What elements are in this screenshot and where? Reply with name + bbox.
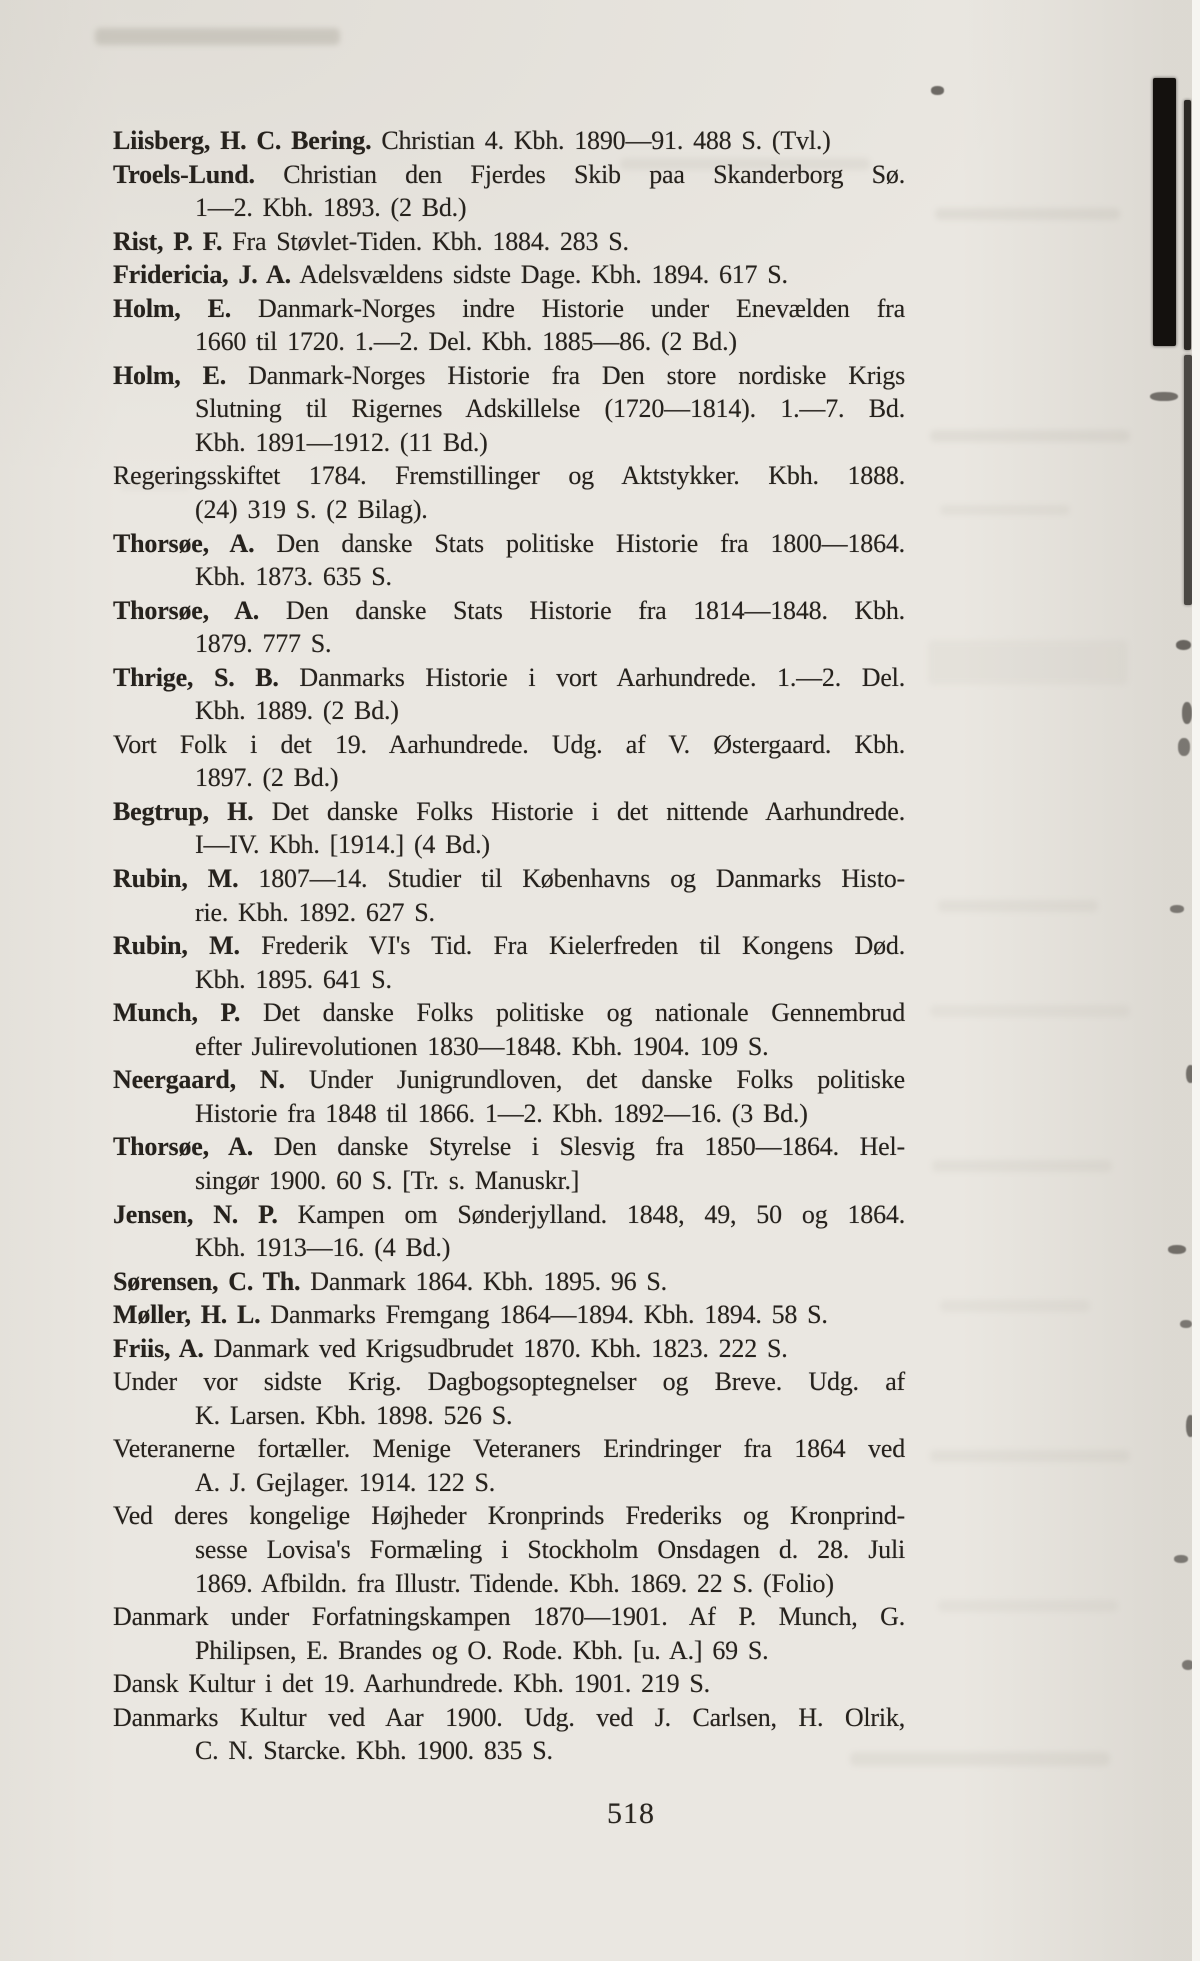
bibliography-entry <box>113 929 905 996</box>
bibliography-entry <box>113 728 905 795</box>
entry-line: Kbh. 1891—1912. (11 Bd.) <box>195 427 488 457</box>
bibliography-entry <box>113 258 905 292</box>
page-number: 518 <box>607 1797 655 1830</box>
ghost-smudge <box>930 430 1130 442</box>
ghost-smudge <box>928 640 1128 685</box>
ink-speck <box>1170 905 1184 913</box>
entry-first-line: Rubin, M. 1807—14. Studier til Københavns og Danmarks Histo- <box>113 864 906 894</box>
entry-author: Friis, A. <box>113 1333 204 1363</box>
entry-line: K. Larsen. Kbh. 1898. 526 S. <box>195 1400 513 1430</box>
binding-shadow <box>1184 100 1191 350</box>
bibliography-entry <box>113 996 905 1063</box>
entry-line: I—IV. Kbh. [1914.] (4 Bd.) <box>195 830 490 860</box>
entry-first-line: Danmark under Forfatningskampen 1870—1901. Af P. Munch, G. <box>113 1602 905 1632</box>
entry-author: Rist, P. F. <box>113 226 223 256</box>
bibliography-entry <box>113 527 905 594</box>
ink-speck <box>1176 640 1191 650</box>
entry-first-line: Liisberg, H. C. Bering. Christian 4. Kbh. 1890—91. 488 S. (Tvl.) <box>113 126 831 155</box>
entry-first-line: Rist, P. F. Fra Støvlet-Tiden. Kbh. 1884. 283 S. <box>113 226 629 256</box>
bibliography-entry <box>113 1600 905 1667</box>
bibliography-entry <box>113 1332 905 1366</box>
entry-author: Munch, P. <box>113 998 241 1028</box>
entry-author: Rubin, M. <box>113 931 240 961</box>
bibliography-entry <box>113 862 905 929</box>
ink-speck <box>1186 1065 1195 1083</box>
entry-line: 1879. 777 S. <box>195 629 332 659</box>
entry-first-line: Begtrup, H. Det danske Folks Historie i det nittende Aarhundrede. <box>113 796 905 826</box>
ink-speck <box>1174 1555 1188 1563</box>
entry-line: 1660 til 1720. 1.—2. Del. Kbh. 1885—86. (2 Bd.) <box>195 327 737 357</box>
ink-speck <box>1150 392 1178 401</box>
entry-line: rie. Kbh. 1892. 627 S. <box>195 897 435 927</box>
ghost-smudge <box>935 208 1120 220</box>
bibliography-entry <box>113 459 905 526</box>
entry-line: (24) 319 S. (2 Bilag). <box>195 495 428 525</box>
bibliography-entry <box>113 661 905 728</box>
entry-author: Fridericia, J. A. <box>113 260 291 290</box>
ink-speck <box>1178 738 1190 756</box>
scan-edge <box>1192 0 1200 1961</box>
entry-author: Thorsøe, A. <box>113 595 260 625</box>
ghost-smudge <box>95 28 340 45</box>
entry-author: Jensen, N. P. <box>113 1199 278 1229</box>
ghost-smudge <box>940 1300 1090 1312</box>
bibliography-entry <box>113 1365 905 1432</box>
entry-line: 1869. Afbildn. fra Illustr. Tidende. Kbh. 1869. 22 S. (Folio) <box>195 1568 834 1598</box>
entry-author: Liisberg, H. C. Bering. <box>113 126 372 155</box>
bibliography-entry <box>113 795 905 862</box>
bibliography-entry <box>113 1130 905 1197</box>
ink-speck <box>931 86 944 95</box>
ink-speck <box>1180 1320 1192 1328</box>
ink-speck <box>1168 1245 1186 1254</box>
entry-first-line: Jensen, N. P. Kampen om Sønderjylland. 1848, 49, 50 og 1864. <box>113 1199 905 1229</box>
entry-first-line: Neergaard, N. Under Junigrundloven, det danske Folks politiske <box>113 1065 905 1095</box>
ink-speck <box>1182 702 1192 724</box>
entry-author: Holm, E. <box>113 293 232 323</box>
binding-shadow <box>1184 355 1192 605</box>
entry-author: Troels-Lund. <box>113 159 255 189</box>
entry-first-line: Regeringsskiftet 1784. Fremstillinger og Aktstykker. Kbh. 1888. <box>113 461 905 491</box>
bibliography-entry <box>113 292 905 359</box>
entry-first-line: Danmarks Kultur ved Aar 1900. Udg. ved J. Carlsen, H. Olrik, <box>113 1702 905 1732</box>
entry-line: Philipsen, E. Brandes og O. Rode. Kbh. [u. A.] 69 S. <box>195 1635 769 1665</box>
entry-line: A. J. Gejlager. 1914. 122 S. <box>195 1467 496 1497</box>
bibliography-entry <box>113 1432 905 1499</box>
ghost-smudge <box>938 900 1098 912</box>
entry-first-line: Thorsøe, A. Den danske Styrelse i Slesvig fra 1850—1864. Hel- <box>113 1132 905 1162</box>
bibliography-entry <box>113 158 905 225</box>
entry-line: Historie fra 1848 til 1866. 1—2. Kbh. 1892—16. (3 Bd.) <box>195 1098 808 1128</box>
entry-line: 1—2. Kbh. 1893. (2 Bd.) <box>195 193 467 223</box>
ghost-smudge <box>930 1005 1130 1017</box>
entry-first-line: Thrige, S. B. Danmarks Historie i vort Aarhundrede. 1.—2. Del. <box>113 662 905 692</box>
entry-line: singør 1900. 60 S. [Tr. s. Manuskr.] <box>195 1165 580 1195</box>
ghost-smudge <box>930 1450 1130 1462</box>
entry-first-line: Thorsøe, A. Den danske Stats Historie fra 1814—1848. Kbh. <box>113 595 905 625</box>
bibliography-entry <box>113 1265 905 1299</box>
bibliography-entry <box>113 225 905 259</box>
entry-first-line: Thorsøe, A. Den danske Stats politiske Historie fra 1800—1864. <box>113 528 905 558</box>
entry-author: Sørensen, C. Th. <box>113 1266 301 1296</box>
entry-first-line: Rubin, M. Frederik VI's Tid. Fra Kielerfreden til Kongens Død. <box>113 931 905 961</box>
entry-author: Thorsøe, A. <box>113 528 255 558</box>
entry-author: Møller, H. L. <box>113 1300 261 1330</box>
entry-first-line: Ved deres kongelige Højheder Kronprinds Frederiks og Kronprind- <box>113 1501 905 1531</box>
entry-line: C. N. Starcke. Kbh. 1900. 835 S. <box>195 1736 553 1766</box>
entry-line: Slutning til Rigernes Adskillelse (1720—1814). 1.—7. Bd. <box>195 394 905 424</box>
entry-first-line: Holm, E. Danmark-Norges indre Historie under Enevælden fra <box>113 293 905 323</box>
ghost-smudge <box>940 505 1070 515</box>
entry-author: Thrige, S. B. <box>113 662 279 692</box>
entry-first-line: Sørensen, C. Th. Danmark 1864. Kbh. 1895. 96 S. <box>113 1266 667 1296</box>
entry-line: Kbh. 1913—16. (4 Bd.) <box>195 1233 451 1263</box>
entry-line: efter Julirevolutionen 1830—1848. Kbh. 1904. 109 S. <box>195 1031 769 1061</box>
ink-speck <box>1182 1660 1194 1670</box>
ink-speck <box>1186 1415 1195 1437</box>
bibliography-entry <box>113 1701 905 1768</box>
entry-line: sesse Lovisa's Formæling i Stockholm Onsdagen d. 28. Juli <box>195 1534 905 1564</box>
entry-author: Rubin, M. <box>113 864 239 894</box>
bibliography-entry <box>113 1063 905 1130</box>
entry-first-line: Vort Folk i det 19. Aarhundrede. Udg. af V. Østergaard. Kbh. <box>113 729 905 759</box>
entry-first-line: Fridericia, J. A. Adelsvældens sidste Dage. Kbh. 1894. 617 S. <box>113 260 788 290</box>
binding-shadow <box>1153 78 1176 346</box>
entry-first-line: Veteranerne fortæller. Menige Veteraners Erindringer fra 1864 ved <box>113 1434 905 1464</box>
entry-first-line: Holm, E. Danmark-Norges Historie fra Den store nordiske Krigs <box>113 360 905 390</box>
bibliography-entry <box>113 1499 905 1600</box>
entry-author: Begtrup, H. <box>113 796 254 826</box>
entry-first-line: Dansk Kultur i det 19. Aarhundrede. Kbh. 1901. 219 S. <box>113 1669 710 1699</box>
entry-line: 1897. (2 Bd.) <box>195 763 339 793</box>
bibliography-entry <box>113 124 905 158</box>
bibliography-entry <box>113 594 905 661</box>
bibliography-entry <box>113 1298 905 1332</box>
bibliography-list <box>113 124 905 1768</box>
entry-first-line: Friis, A. Danmark ved Krigsudbrudet 1870. Kbh. 1823. 222 S. <box>113 1333 788 1363</box>
entry-line: Kbh. 1895. 641 S. <box>195 964 392 994</box>
entry-first-line: Møller, H. L. Danmarks Fremgang 1864—1894. Kbh. 1894. 58 S. <box>113 1300 828 1330</box>
entry-first-line: Troels-Lund. Christian den Fjerdes Skib paa Skanderborg Sø. <box>113 159 905 189</box>
entry-author: Holm, E. <box>113 360 227 390</box>
entry-author: Thorsøe, A. <box>113 1132 254 1162</box>
bibliography-entry <box>113 1198 905 1265</box>
ghost-smudge <box>938 1600 1118 1612</box>
entry-first-line: Under vor sidste Krig. Dagbogsoptegnelser og Breve. Udg. af <box>113 1367 905 1397</box>
entry-line: Kbh. 1889. (2 Bd.) <box>195 696 399 726</box>
entry-author: Neergaard, N. <box>113 1065 285 1095</box>
bibliography-entry <box>113 359 905 460</box>
ghost-smudge <box>932 1160 1112 1172</box>
entry-first-line: Munch, P. Det danske Folks politiske og nationale Gennembrud <box>113 998 906 1028</box>
entry-line: Kbh. 1873. 635 S. <box>195 562 392 592</box>
bibliography-entry <box>113 1667 905 1701</box>
